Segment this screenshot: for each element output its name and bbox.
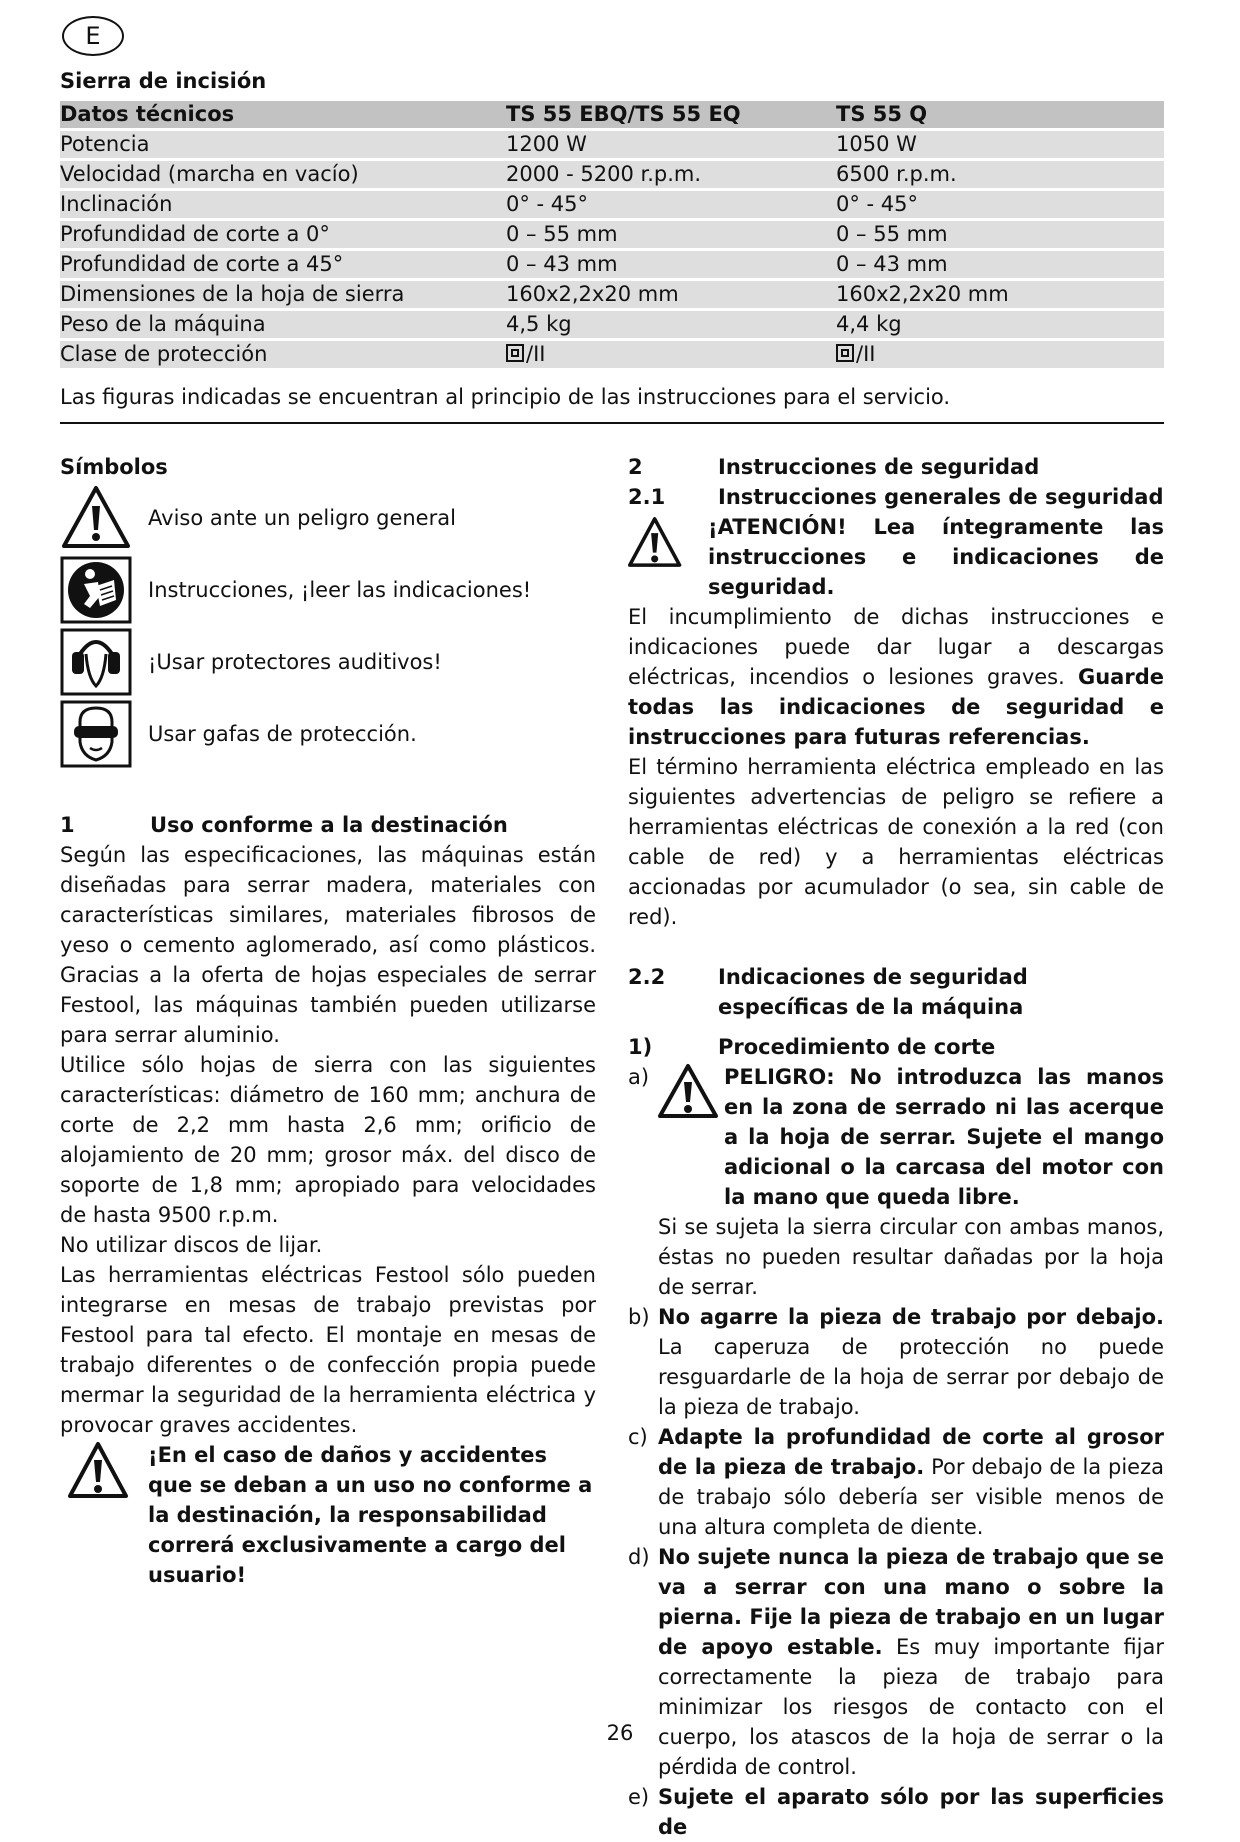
protection-class-value: /II <box>526 342 546 366</box>
read-manual-icon <box>60 556 132 624</box>
section-number: 2 <box>628 455 643 479</box>
section-2-2-heading <box>628 962 1164 1022</box>
item-text: Por debajo de la pieza de trabajo sólo debería ser visible menos de una altura completa de diente. <box>658 1455 1164 1539</box>
table-cell: 2000 - 5200 r.p.m. <box>506 161 836 188</box>
safety-goggles-icon <box>60 700 132 768</box>
table-cell: 1200 W <box>506 131 836 158</box>
table-cell: Peso de la máquina <box>60 311 506 338</box>
section-title: Uso conforme a la destinación <box>150 813 508 837</box>
subsection-number: 1) <box>628 1035 653 1059</box>
paragraph: Según las especificaciones, las máquinas están diseñadas para serrar madera, materiales con características similares, materiales fibrosos de yeso o cemento aglomerado, así como plásticos. Gracias a la oferta de hojas especiales de serrar Festool, las máquinas también pueden utilizarse para serrar aluminio. <box>60 843 596 1047</box>
symbol-label: Usar gafas de protección. <box>148 722 417 746</box>
table-cell: Velocidad (marcha en vacío) <box>60 161 506 188</box>
document-title: Sierra de incisión <box>60 69 267 93</box>
table-cell: Potencia <box>60 131 506 158</box>
warning-triangle-icon <box>628 512 708 572</box>
list-item <box>628 1062 1164 1302</box>
section-title: Instrucciones generales de seguridad <box>718 485 1164 509</box>
table-row <box>60 221 1164 248</box>
table-cell: Inclinación <box>60 191 506 218</box>
ear-protection-icon <box>60 628 132 696</box>
left-column <box>60 452 596 1590</box>
subsection-heading <box>628 1032 1164 1062</box>
warning-triangle-icon <box>60 1440 140 1502</box>
liability-warning <box>60 1440 596 1590</box>
table-row <box>60 251 1164 278</box>
table-row <box>60 341 1164 368</box>
divider <box>60 422 1164 424</box>
table-cell: 0 – 43 mm <box>506 251 836 278</box>
table-row <box>60 131 1164 158</box>
item-label: a) <box>628 1065 650 1089</box>
protection-class-value: /II <box>856 342 876 366</box>
section-2-heading <box>628 452 1164 482</box>
section-number: 2.1 <box>628 485 666 509</box>
symbol-label: ¡Usar protectores auditivos! <box>148 650 442 674</box>
list-item <box>628 1302 1164 1422</box>
item-bold-text: PELIGRO: No introduzca las manos en la zona de serrado ni las acerque a la hoja de serrar. Sujete el mango adicional o la carcasa del motor con la mano que queda libre. <box>724 1065 1164 1209</box>
paragraph: Utilice sólo hojas de sierra con las siguientes características: diámetro de 160 mm; anchura de corte de 2,2 mm hasta 2,6 mm; orificio de alojamiento de 20 mm; grosor máx. del disco de soporte de 1,8 mm; apropiado para velocidades de hasta 9500 r.p.m. <box>60 1053 596 1227</box>
table-cell: 1050 W <box>836 131 1164 158</box>
paragraph: El término herramienta eléctrica empleado en las siguientes advertencias de peligro se refiere a herramientas eléctricas de conexión a la red (con cable de red) y a herramientas eléctricas accionadas por acumulador (o sea, sin cable de red). <box>628 755 1164 929</box>
table-cell: 0 – 55 mm <box>836 221 1164 248</box>
table-cell: 6500 r.p.m. <box>836 161 1164 188</box>
item-text: La caperuza de protección no puede resguardarle de la hoja de serrar por debajo de la pieza de trabajo. <box>658 1335 1164 1419</box>
table-header-row <box>60 101 1164 128</box>
symbol-row <box>60 698 596 770</box>
symbol-label: Instrucciones, ¡leer las indicaciones! <box>148 578 532 602</box>
table-cell: 4,5 kg <box>506 311 836 338</box>
section-number: 1 <box>60 813 75 837</box>
list-item <box>628 1782 1164 1842</box>
table-cell <box>506 341 836 368</box>
item-body <box>658 1302 1164 1422</box>
paragraph-text: El incumplimiento de dichas instrucciones e indicaciones puede dar lugar a descargas eléctricas, incendios o lesiones graves. <box>628 605 1164 689</box>
double-insulation-icon <box>506 344 524 362</box>
table-cell: Profundidad de corte a 45° <box>60 251 506 278</box>
double-insulation-icon <box>836 344 854 362</box>
table-cell: 4,4 kg <box>836 311 1164 338</box>
item-label: b) <box>628 1305 650 1329</box>
table-cell: 0 – 55 mm <box>506 221 836 248</box>
section-title: Instrucciones de seguridad <box>718 455 1040 479</box>
table-row <box>60 191 1164 218</box>
table-cell: 0 – 43 mm <box>836 251 1164 278</box>
attention-text: ¡ATENCIÓN! Lea íntegramente las instrucciones e indicaciones de seguridad. <box>708 515 1164 599</box>
table-cell: 160x2,2x20 mm <box>506 281 836 308</box>
attention-warning <box>628 512 1164 602</box>
symbol-label: Aviso ante un peligro general <box>148 506 456 530</box>
language-badge <box>62 16 124 56</box>
table-cell: Profundidad de corte a 0° <box>60 221 506 248</box>
paragraph-bold-text: Guarde todas las indicaciones de seguridad e instrucciones para futuras referencias. <box>628 665 1164 749</box>
symbol-row <box>60 482 596 554</box>
table-header-cell: TS 55 EBQ/TS 55 EQ <box>506 101 836 128</box>
list-item <box>628 1422 1164 1542</box>
figures-note: Las figuras indicadas se encuentran al principio de las instrucciones para el servicio. <box>60 385 951 409</box>
item-bold-text: Sujete el aparato sólo por las superficies de <box>658 1785 1164 1839</box>
item-label: e) <box>628 1785 650 1809</box>
table-row <box>60 311 1164 338</box>
item-bold-text: No sujete nunca la pieza de trabajo que se va a serrar con una mano o sobre la pierna. Fije la pieza de trabajo en un lugar de apoyo estable. <box>658 1545 1164 1659</box>
item-body <box>658 1062 1164 1302</box>
table-cell: 160x2,2x20 mm <box>836 281 1164 308</box>
subsection-title: Procedimiento de corte <box>718 1035 996 1059</box>
table-cell: 0° - 45° <box>506 191 836 218</box>
section-title: Indicaciones de seguridad específicas de la máquina <box>718 965 1028 1019</box>
symbol-row <box>60 626 596 698</box>
table-cell <box>836 341 1164 368</box>
symbol-row <box>60 554 596 626</box>
paragraph <box>628 602 1164 752</box>
item-body <box>658 1782 1164 1842</box>
warning-triangle-icon <box>658 1062 724 1120</box>
symbols-heading: Símbolos <box>60 455 168 479</box>
section-2-1-heading <box>628 482 1164 512</box>
liability-warning-text: ¡En el caso de daños y accidentes que se deban a un uso no conforme a la destinación, la responsabilidad correrá exclusivamente a cargo del usuario! <box>148 1443 593 1587</box>
paragraph: No utilizar discos de lijar. <box>60 1233 323 1257</box>
table-cell: Clase de protección <box>60 341 506 368</box>
table-header-cell: TS 55 Q <box>836 101 1164 128</box>
item-bold-text: No agarre la pieza de trabajo por debajo. <box>658 1305 1164 1329</box>
section-1-heading <box>60 810 596 840</box>
warning-triangle-icon <box>60 484 132 552</box>
item-body <box>658 1422 1164 1542</box>
section-number: 2.2 <box>628 965 666 989</box>
table-row <box>60 281 1164 308</box>
language-letter: E <box>85 22 101 50</box>
item-text: Es muy importante fijar correctamente la pieza de trabajo para minimizar los riesgos de contacto con el cuerpo, los atascos de la hoja de serrar o la pérdida de control. <box>658 1635 1164 1779</box>
paragraph: Las herramientas eléctricas Festool sólo pueden integrarse en mesas de trabajo previstas por Festool para tal efecto. El montaje en mesas de trabajo diferentes o de confección propia puede mermar la seguridad de la herramienta eléctrica y provocar graves accidentes. <box>60 1263 596 1437</box>
item-bold-text: Adapte la profundidad de corte al grosor de la pieza de trabajo. <box>658 1425 1164 1479</box>
technical-data-table <box>60 98 1164 371</box>
right-column <box>628 452 1164 1842</box>
table-cell: Dimensiones de la hoja de sierra <box>60 281 506 308</box>
item-label: c) <box>628 1425 648 1449</box>
table-row <box>60 161 1164 188</box>
table-cell: 0° - 45° <box>836 191 1164 218</box>
page-number: 26 <box>606 1721 634 1745</box>
item-label: d) <box>628 1545 650 1569</box>
table-header-cell: Datos técnicos <box>60 101 506 128</box>
item-text: Si se sujeta la sierra circular con ambas manos, éstas no pueden resultar dañadas por la hoja de serrar. <box>658 1215 1164 1299</box>
